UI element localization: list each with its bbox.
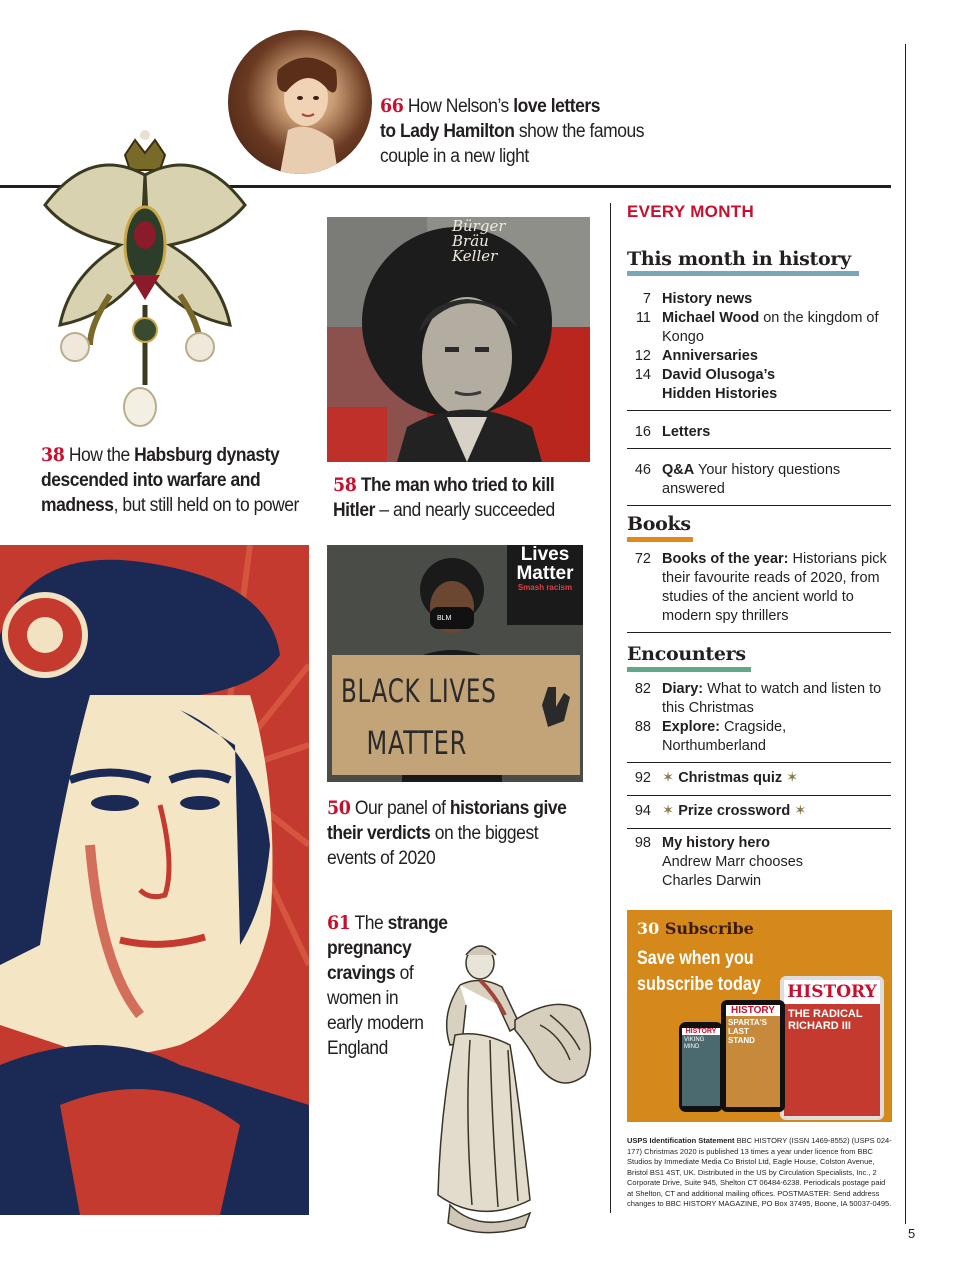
- feature-text: show the famous: [514, 121, 645, 142]
- toc-item-72[interactable]: [627, 550, 891, 626]
- toc-desc: on the kingdom of Kongo: [662, 310, 879, 345]
- star-icon: ✶: [786, 770, 799, 786]
- small-tablet-mockup: [721, 1000, 785, 1112]
- toc-page: 92: [634, 770, 651, 786]
- toc-item-94[interactable]: [627, 802, 891, 821]
- subscribe-line: subscribe today: [637, 974, 761, 995]
- phone-mockup: [679, 1022, 723, 1112]
- toc-item-7[interactable]: [627, 290, 891, 309]
- habsburg-eagle-jewel: [30, 125, 260, 435]
- feature-38[interactable]: [41, 443, 317, 518]
- toc-desc: What to watch and listen to this Christmas: [662, 681, 882, 716]
- toc-title: Letters: [662, 424, 711, 440]
- toc-page: 82: [634, 681, 651, 697]
- section-underline: [627, 271, 859, 276]
- subscribe-box[interactable]: [627, 910, 892, 1122]
- toc-separator: [627, 448, 891, 449]
- margin-rule: [905, 44, 906, 1224]
- toc-item-46[interactable]: [627, 461, 891, 499]
- toc-title: Prize crossword: [678, 803, 791, 819]
- elser-collage-image: [327, 217, 590, 462]
- feature-text: England: [327, 1038, 388, 1059]
- star-icon: ✶: [662, 803, 675, 819]
- feature-text: How the: [64, 445, 135, 466]
- feature-text: The: [350, 913, 388, 934]
- toc-title: Diary:: [662, 681, 704, 697]
- feature-50[interactable]: [327, 796, 594, 871]
- pregnant-woman-engraving: [420, 935, 600, 1245]
- usps-text: BBC HISTORY (ISSN 1469-8552) (USPS 024-177) Christmas 2020 is published 13 times a year under licence from BBC Studios by Immediate Media Co Bristol Ltd, Eagle House, Colston Avenue, Bristol BS1 4ST, UK. Distributed in the US by Circulation Specialists, Inc., 2 Corporate Drive, Suite 945, Shelton CT 06484-6238. Periodicals postage paid at Shelton, CT and additional mailing offices. POSTMASTER: Send address changes to BBC HISTORY MAGAZINE, PO Box 37495, Boone, IA 50037-0495.: [627, 1136, 892, 1208]
- page-number-66: 66: [380, 95, 404, 117]
- feature-bold: their verdicts: [327, 823, 431, 844]
- feature-text: events of 2020: [327, 848, 436, 869]
- mask-text: BLM: [437, 615, 452, 622]
- subscribe-page: 30: [637, 919, 660, 938]
- subscribe-heading: [637, 919, 754, 938]
- feature-text: early modern: [327, 1013, 424, 1034]
- toc-title: Christmas quiz: [678, 770, 783, 786]
- page-number-58: 58: [333, 474, 357, 496]
- toc-item-82[interactable]: [627, 680, 891, 718]
- feature-66[interactable]: [380, 94, 674, 169]
- toc-title: My history hero: [662, 835, 770, 851]
- feature-bold: to Lady Hamilton: [380, 121, 515, 142]
- usps-label: USPS Identification Statement: [627, 1136, 735, 1145]
- section-underline: [627, 667, 751, 672]
- page-number-50: 50: [327, 797, 351, 819]
- protest-banner: [507, 545, 583, 593]
- column-rule: [610, 203, 611, 1213]
- protest-banner-text: Smash racism: [517, 583, 573, 592]
- toc-desc: Cragside, Northumberland: [662, 719, 787, 754]
- magazine-brand: HISTORY: [726, 1005, 780, 1016]
- toc-item-16[interactable]: [627, 423, 891, 442]
- subscribe-title: Subscribe: [659, 919, 754, 938]
- tablet-mockup: [780, 976, 884, 1120]
- toc-page: 14: [634, 367, 651, 383]
- magazine-cover-line: THE RADICAL RICHARD III: [788, 1008, 863, 1032]
- subscribe-tagline: [637, 946, 761, 998]
- every-month-heading: EVERY MONTH: [627, 202, 755, 221]
- toc-separator: [627, 795, 891, 796]
- usps-statement: [627, 1136, 892, 1210]
- feature-58[interactable]: [333, 473, 600, 523]
- toc-item-11[interactable]: [627, 309, 891, 347]
- toc-title: David Olusoga’s Hidden Histories: [662, 367, 778, 402]
- beer-sign-text: Keller: [452, 247, 498, 265]
- toc-desc: Andrew Marr chooses Charles Darwin: [662, 854, 804, 889]
- feature-bold: pregnancy: [327, 938, 412, 959]
- toc-separator: [627, 762, 891, 763]
- magazine-cover-line: SPARTA'S LAST STAND: [728, 1018, 767, 1045]
- feature-bold: love letters: [513, 96, 601, 117]
- page-number: 5: [908, 1226, 916, 1241]
- feature-bold: Habsburg dynasty: [134, 445, 280, 466]
- protest-sign: [341, 665, 561, 769]
- feature-bold: descended into warfare and: [41, 470, 261, 491]
- toc-page: 12: [634, 348, 651, 364]
- toc-item-92[interactable]: [627, 769, 891, 788]
- beer-sign: [452, 219, 506, 264]
- feature-text: women in: [327, 988, 399, 1009]
- toc-desc: Historians pick their favourite reads of 2020, from studies of the ancient world to modern spy thrillers: [662, 551, 887, 624]
- toc-page: 16: [634, 424, 651, 440]
- blm-protest-image: [327, 545, 583, 782]
- star-icon: ✶: [794, 803, 807, 819]
- richard-iii-poster: [0, 545, 309, 1215]
- feature-text: of: [395, 963, 414, 984]
- magazine-cover-line: VIKING MIND: [684, 1037, 705, 1050]
- feature-text: How Nelson’s: [407, 96, 514, 117]
- toc-separator: [627, 410, 891, 411]
- toc-item-98[interactable]: [627, 834, 891, 891]
- section-underline: [627, 537, 693, 542]
- toc-title: Books of the year:: [662, 551, 789, 567]
- toc-page: 7: [642, 291, 651, 307]
- section-this-month: This month in history: [627, 248, 851, 270]
- section-encounters: Encounters: [627, 643, 746, 665]
- toc-separator: [627, 505, 891, 506]
- toc-page: 72: [634, 551, 651, 567]
- toc-separator: [627, 632, 891, 633]
- toc-page: 94: [634, 803, 651, 819]
- toc-title: Michael Wood: [662, 310, 760, 326]
- feature-bold: strange: [387, 913, 448, 934]
- feature-text: , but still held on to power: [113, 495, 299, 516]
- toc-item-14[interactable]: [627, 366, 891, 404]
- feature-text: – and nearly succeeded: [374, 500, 555, 521]
- toc-separator: [627, 828, 891, 829]
- toc-desc: Your history questions answered: [662, 462, 841, 497]
- toc-item-12[interactable]: [627, 347, 891, 366]
- feature-bold: madness: [41, 495, 114, 516]
- feature-text: Our panel of: [350, 798, 450, 819]
- toc-page: 46: [634, 462, 651, 478]
- protest-banner-text: Lives Matter: [516, 545, 574, 584]
- star-icon: ✶: [662, 770, 675, 786]
- beer-sign-text: Bürger: [452, 217, 506, 235]
- feature-text: on the biggest: [430, 823, 539, 844]
- toc-title: Explore:: [662, 719, 721, 735]
- beer-sign-text: Bräu: [452, 232, 489, 250]
- magazine-brand: HISTORY: [784, 980, 880, 1004]
- protest-sign-text: MATTER: [366, 724, 467, 762]
- feature-text: couple in a new light: [380, 146, 529, 167]
- feature-bold: The man who tried to kill: [356, 475, 555, 496]
- toc-title: History news: [662, 291, 753, 307]
- toc-page: 98: [634, 835, 651, 851]
- toc-title: Q&A: [662, 462, 695, 478]
- page-number-38: 38: [41, 444, 65, 466]
- protest-sign-text: BLACK LIVES: [341, 672, 497, 710]
- feature-bold: Hitler: [333, 500, 375, 521]
- toc-page: 88: [634, 719, 651, 735]
- toc-title: Anniversaries: [662, 348, 758, 364]
- section-books: Books: [627, 513, 691, 535]
- magazine-brand: HISTORY: [682, 1028, 720, 1035]
- page-number-61: 61: [327, 912, 351, 934]
- feature-bold: cravings: [327, 963, 396, 984]
- subscribe-line: Save when you: [637, 948, 754, 969]
- toc-page: 11: [635, 310, 651, 326]
- feature-bold: historians give: [449, 798, 567, 819]
- toc-item-88[interactable]: [627, 718, 891, 756]
